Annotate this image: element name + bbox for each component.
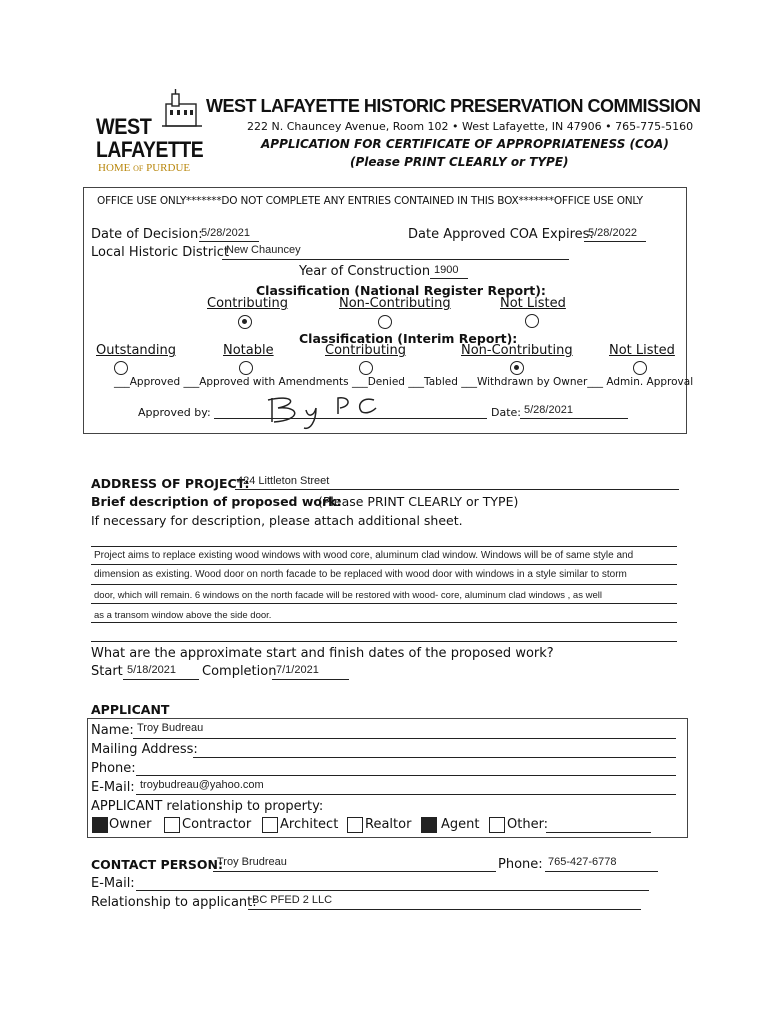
nr-contributing: Contributing <box>207 296 289 311</box>
nr-not-listed: Not Listed <box>500 296 566 311</box>
nr-not-listed-radio[interactable] <box>525 314 539 328</box>
start-label: Start <box>91 664 123 679</box>
approved-date-label: Date: <box>491 406 521 419</box>
nr-contributing-radio[interactable] <box>238 315 252 329</box>
realtor-label: Realtor <box>365 817 412 832</box>
action-options: ___Approved ___Approved with Amendments ___Denied ___Tabled ___Withdrawn by Owner___ Admin. Approval <box>114 376 694 388</box>
owner-label: Owner <box>109 817 152 832</box>
interim-contributing-radio[interactable] <box>359 361 373 375</box>
brief-description-label: Brief description of proposed work: <box>91 494 342 509</box>
contractor-label: Contractor <box>182 817 252 832</box>
interim-non-contributing: Non-Contributing <box>461 343 573 358</box>
other-label: Other: <box>507 817 549 832</box>
contact-email-field[interactable] <box>136 890 649 891</box>
brief-description-note: (Please PRINT CLEARLY or TYPE) <box>318 494 519 509</box>
relationship-to-applicant-label: Relationship to applicant: <box>91 895 257 910</box>
applicant-email-value[interactable]: troybudreau@yahoo.com <box>140 779 264 791</box>
office-banner: OFFICE USE ONLY*******DO NOT COMPLETE ANY ENTRIES CONTAINED IN THIS BOX*******OFFICE USE ONLY <box>97 195 643 207</box>
interim-title: Classification (Interim Report): <box>299 331 518 346</box>
approved-by-label: Approved by: <box>138 406 211 419</box>
year-label: Year of Construction <box>299 264 431 279</box>
district-value[interactable]: New Chauncey <box>226 244 301 256</box>
start-value[interactable]: 5/18/2021 <box>127 664 176 676</box>
agent-label: Agent <box>441 817 480 832</box>
signature <box>264 392 384 432</box>
completion-value[interactable]: 7/1/2021 <box>276 664 319 676</box>
relationship-label: APPLICANT relationship to property: <box>91 799 324 814</box>
description-line-4: as a transom window above the side door. <box>94 610 272 621</box>
contractor-checkbox[interactable] <box>164 817 180 833</box>
architect-checkbox[interactable] <box>262 817 278 833</box>
nr-title: Classification (National Register Report): <box>256 283 546 298</box>
district-label: Local Historic District <box>91 245 229 260</box>
logo-tagline: HOME of PURDUE <box>98 162 191 174</box>
owner-checkbox[interactable] <box>92 817 108 833</box>
date-decision-label: Date of Decision: <box>91 227 203 242</box>
additional-sheet-note: If necessary for description, please attach additional sheet. <box>91 513 463 528</box>
other-checkbox[interactable] <box>489 817 505 833</box>
applicant-phone-field[interactable] <box>136 775 676 776</box>
mailing-address-field[interactable] <box>193 757 676 758</box>
interim-notable-radio[interactable] <box>239 361 253 375</box>
year-value[interactable]: 1900 <box>434 264 459 276</box>
applicant-name-label: Name: <box>91 723 134 738</box>
applicant-phone-label: Phone: <box>91 761 136 776</box>
interim-notable: Notable <box>223 343 274 358</box>
date-decision-value[interactable]: 5/28/2021 <box>201 227 250 239</box>
interim-not-listed: Not Listed <box>609 343 675 358</box>
project-address-label: ADDRESS OF PROJECT: <box>91 476 250 491</box>
applicant-email-label: E-Mail: <box>91 780 135 795</box>
nr-non-contributing-radio[interactable] <box>378 315 392 329</box>
agent-checkbox[interactable] <box>421 817 437 833</box>
date-expires-label: Date Approved COA Expires: <box>408 227 594 242</box>
contact-person-value[interactable]: Troy Brudreau <box>217 856 287 868</box>
completion-label: Completion <box>202 664 277 679</box>
form-title: APPLICATION FOR CERTIFICATE OF APPROPRIATENESS (COA) <box>261 137 669 151</box>
form-subtitle: (Please PRINT CLEARLY or TYPE) <box>350 155 569 169</box>
applicant-heading: APPLICANT <box>91 702 170 717</box>
other-field[interactable] <box>546 832 651 833</box>
logo-west: WEST <box>96 114 152 139</box>
commission-address: 222 N. Chauncey Avenue, Room 102 • West Lafayette, IN 47906 • 765-775-5160 <box>247 120 694 133</box>
commission-title: WEST LAFAYETTE HISTORIC PRESERVATION COMMISSION <box>206 96 701 116</box>
nr-non-contributing: Non-Contributing <box>339 296 451 311</box>
building-logo-icon <box>160 88 205 130</box>
interim-outstanding-radio[interactable] <box>114 361 128 375</box>
description-line-1: Project aims to replace existing wood windows with wood core, aluminum clad window. Windows will be of same style and <box>94 550 634 561</box>
description-line-3: door, which will remain. 6 windows on the north facade will be restored with wood- core, aluminum clad windows , as well <box>94 590 602 601</box>
approved-date-value[interactable]: 5/28/2021 <box>524 404 573 416</box>
description-line-2: dimension as existing. Wood door on north facade to be replaced with wood door with windows in a style similar to storm <box>94 569 627 580</box>
interim-not-listed-radio[interactable] <box>633 361 647 375</box>
interim-contributing: Contributing <box>325 343 407 358</box>
architect-label: Architect <box>280 817 339 832</box>
applicant-name-value[interactable]: Troy Budreau <box>137 722 204 734</box>
date-expires-value[interactable]: 5/28/2022 <box>588 227 637 239</box>
interim-non-contributing-radio[interactable] <box>510 361 524 375</box>
contact-phone-value[interactable]: 765-427-6778 <box>548 856 617 868</box>
contact-email-label: E-Mail: <box>91 876 135 891</box>
relationship-to-applicant-value[interactable]: BC PFED 2 LLC <box>252 894 333 906</box>
realtor-checkbox[interactable] <box>347 817 363 833</box>
dates-question: What are the approximate start and finish dates of the proposed work? <box>91 646 554 661</box>
logo-lafayette: LAFAYETTE <box>96 137 204 162</box>
project-address-value[interactable]: 424 Littleton Street <box>237 475 330 487</box>
contact-person-label: CONTACT PERSON: <box>91 857 223 872</box>
contact-phone-label: Phone: <box>498 857 543 872</box>
interim-outstanding: Outstanding <box>96 343 176 358</box>
mailing-address-label: Mailing Address: <box>91 742 198 757</box>
